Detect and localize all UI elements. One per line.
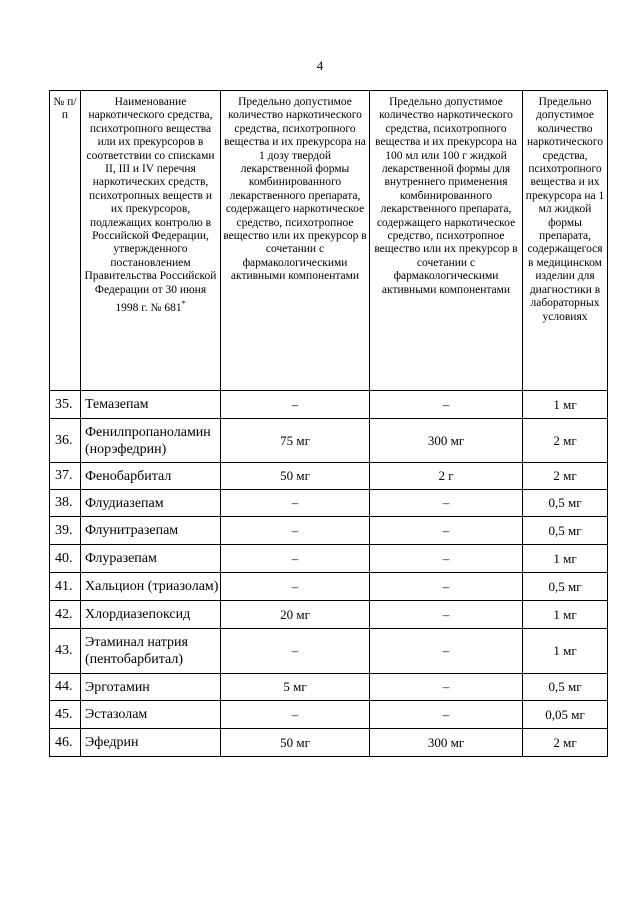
row-number: 46. [50, 729, 81, 757]
table-row [50, 729, 608, 757]
solid-dose-value: 75 мг [221, 419, 370, 463]
substance-name: Флунитразепам [81, 517, 221, 545]
header-substance-name: Наименование наркотического средства, психотропного вещества или их прекурсоров в соответствии со списками II, III и IV перечня наркотических средств, психотропных веществ и их прекурсоров, подлежащих контролю в Российской Федерации, утвержденного постановлением Правительства Российской Федерации от 30 июня 1998 г. № 681* [81, 91, 221, 391]
liquid-form-value: – [370, 601, 523, 629]
liquid-form-value: 300 мг [370, 419, 523, 463]
liquid-form-value: – [370, 629, 523, 674]
device-value: 1 мг [523, 545, 608, 573]
solid-dose-value: – [221, 490, 370, 517]
row-number: 38. [50, 490, 81, 517]
table-header-row [50, 91, 608, 391]
substance-name: Хальцион (триазолам) [81, 573, 221, 601]
device-value: 2 мг [523, 419, 608, 463]
liquid-form-value: – [370, 573, 523, 601]
row-number: 37. [50, 463, 81, 490]
substance-name: Эфедрин [81, 729, 221, 757]
device-value: 1 мг [523, 629, 608, 674]
liquid-form-value: 2 г [370, 463, 523, 490]
table-row [50, 674, 608, 701]
substance-name: Хлордиазепоксид [81, 601, 221, 629]
device-value: 0,5 мг [523, 490, 608, 517]
header-diagnostic-device-limit: Предельно допустимое количество наркотического средства, психотропного вещества и их прекурсора на 1 мл жидкой формы препарата, содержащегося в медицинском изделии для диагностики в лабораторных условиях [523, 91, 608, 391]
device-value: 2 мг [523, 463, 608, 490]
substance-name: Темазепам [81, 391, 221, 419]
liquid-form-value: – [370, 490, 523, 517]
row-number: 45. [50, 701, 81, 729]
device-value: 0,05 мг [523, 701, 608, 729]
solid-dose-value: 5 мг [221, 674, 370, 701]
substance-name: Этаминал натрия (пентобарбитал) [81, 629, 221, 674]
table-row [50, 701, 608, 729]
liquid-form-value: – [370, 545, 523, 573]
substance-name: Фенобарбитал [81, 463, 221, 490]
liquid-form-value: – [370, 391, 523, 419]
table-row [50, 629, 608, 674]
table-row [50, 517, 608, 545]
device-value: 0,5 мг [523, 573, 608, 601]
device-value: 1 мг [523, 391, 608, 419]
table-row [50, 463, 608, 490]
device-value: 2 мг [523, 729, 608, 757]
row-number: 39. [50, 517, 81, 545]
header-number: № п/п [50, 91, 81, 391]
row-number: 42. [50, 601, 81, 629]
row-number: 35. [50, 391, 81, 419]
table-row [50, 490, 608, 517]
footnote-mark: * [181, 299, 186, 309]
substance-name: Флуразепам [81, 545, 221, 573]
header-liquid-form-limit: Предельно допустимое количество наркотического средства, психотропного вещества и их прекурсора на 100 мл или 100 г жидкой лекарственной формы для внутреннего применения комбинированного лекарственного препарата, содержащего наркотическое средство, психотропное вещество или их прекурсор в сочетании с фармакологическими активными компонентами [370, 91, 523, 391]
substance-name: Эрготамин [81, 674, 221, 701]
solid-dose-value: 50 мг [221, 463, 370, 490]
liquid-form-value: – [370, 701, 523, 729]
solid-dose-value: 50 мг [221, 729, 370, 757]
table-row [50, 601, 608, 629]
device-value: 1 мг [523, 601, 608, 629]
substance-name: Фенилпропаноламин (норэфедрин) [81, 419, 221, 463]
device-value: 0,5 мг [523, 517, 608, 545]
solid-dose-value: 20 мг [221, 601, 370, 629]
solid-dose-value: – [221, 391, 370, 419]
row-number: 41. [50, 573, 81, 601]
table-row [50, 545, 608, 573]
solid-dose-value: – [221, 701, 370, 729]
substance-name: Флудиазепам [81, 490, 221, 517]
liquid-form-value: 300 мг [370, 729, 523, 757]
solid-dose-value: – [221, 545, 370, 573]
row-number: 44. [50, 674, 81, 701]
row-number: 40. [50, 545, 81, 573]
liquid-form-value: – [370, 517, 523, 545]
table-row [50, 391, 608, 419]
page-number: 4 [316, 58, 324, 73]
header-solid-dose-limit: Предельно допустимое количество наркотического средства, психотропного вещества и их прекурсора на 1 дозу твердой лекарственной формы комбинированного лекарственного препарата, содержащего наркотическое средство, психотропное вещество или их прекурсор в сочетании с фармакологическими активными компонентами [221, 91, 370, 391]
liquid-form-value: – [370, 674, 523, 701]
table-row [50, 419, 608, 463]
row-number: 43. [50, 629, 81, 674]
row-number: 36. [50, 419, 81, 463]
narcotics-limits-table [49, 90, 608, 757]
solid-dose-value: – [221, 517, 370, 545]
substance-name: Эстазолам [81, 701, 221, 729]
solid-dose-value: – [221, 573, 370, 601]
solid-dose-value: – [221, 629, 370, 674]
table-row [50, 573, 608, 601]
device-value: 0,5 мг [523, 674, 608, 701]
